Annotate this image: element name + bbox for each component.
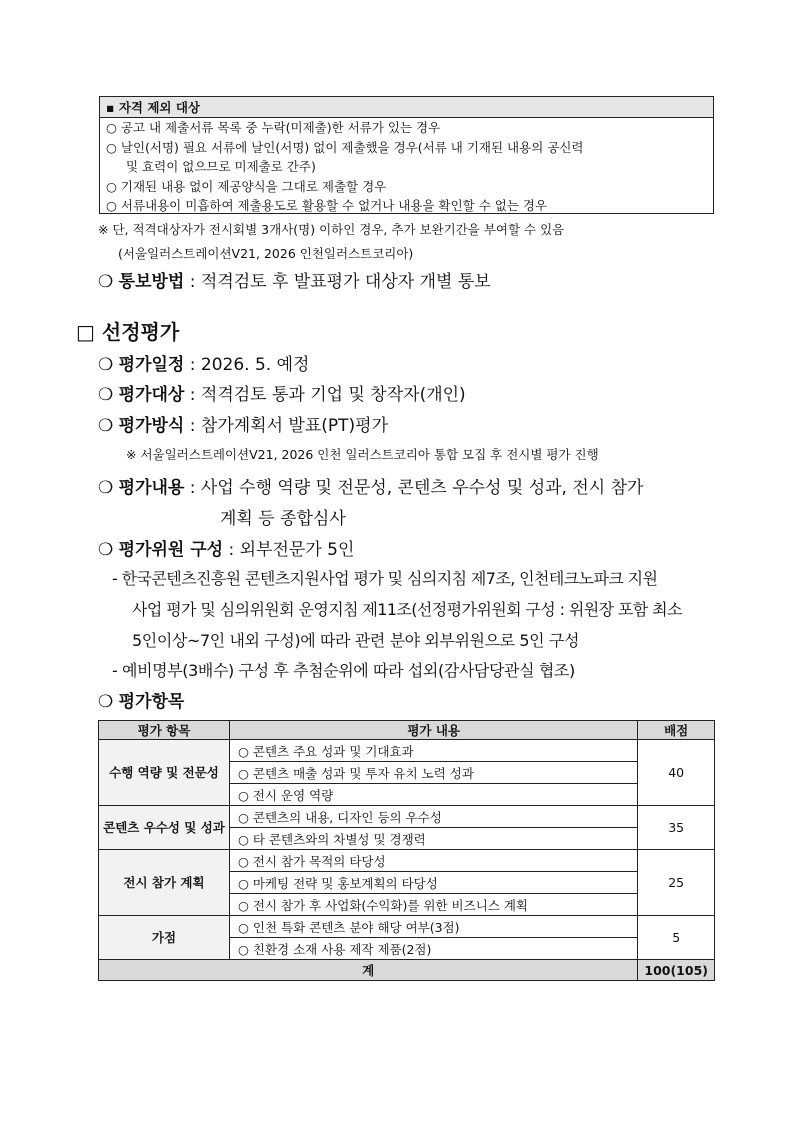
method-value: : 참가계획서 발표(PT)평가 xyxy=(189,416,388,436)
item-cell: ○ 마케팅 전략 및 홍보계획의 타당성 xyxy=(230,872,638,894)
circle-bullet-icon: ❍ xyxy=(98,272,114,292)
score-cell: 25 xyxy=(638,850,715,916)
content-line xyxy=(98,473,643,498)
committee-detail: - 한국콘텐츠진흥원 콘텐츠지원사업 평가 및 심의지침 제7조, 인천테크노파크 지원 xyxy=(112,569,658,588)
exclusion-item: ○ 공고 내 제출서류 목록 중 누락(미제출)한 서류가 있는 경우 xyxy=(106,120,441,135)
content-value: : 사업 수행 역량 및 전문성, 콘텐츠 우수성 및 성과, 전시 참가 xyxy=(189,478,644,498)
supplement-note: ※ 단, 적격대상자가 전시회별 3개사(명) 이하인 경우, 추가 보완기간을 부여할 수 있음 xyxy=(98,222,565,237)
committee-line xyxy=(98,535,354,560)
item-cell: ○ 전시 참가 후 사업화(수익화)를 위한 비즈니스 계획 xyxy=(230,894,638,916)
table-header-row xyxy=(99,721,715,740)
circle-bullet-icon: ❍ xyxy=(98,416,114,436)
committee-detail-continued: 사업 평가 및 심의위원회 운영지침 제11조(선정평가위원회 구성 : 위원장 포함 최소 xyxy=(132,600,682,619)
section-title: 선정평가 xyxy=(101,320,180,344)
category-cell: 수행 역량 및 전문성 xyxy=(99,740,230,806)
schedule-line xyxy=(98,350,309,375)
notice-method-value: : 적격검토 후 발표평가 대상자 개별 통보 xyxy=(189,272,491,292)
items-heading-label: 평가항목 xyxy=(118,692,185,712)
committee-value: : 외부전문가 5인 xyxy=(228,540,355,560)
section-heading xyxy=(76,316,179,345)
target-value: : 적격검토 통과 기업 및 창작자(개인) xyxy=(189,385,466,405)
total-label: 계 xyxy=(99,960,638,981)
square-bullet-icon: □ xyxy=(76,320,95,344)
item-cell: ○ 콘텐츠의 내용, 디자인 등의 우수성 xyxy=(230,806,638,828)
category-cell: 전시 참가 계획 xyxy=(99,850,230,916)
exclusion-box xyxy=(99,96,714,214)
column-header: 평가 내용 xyxy=(230,721,638,740)
evaluation-table xyxy=(98,720,715,981)
item-cell: ○ 전시 운영 역량 xyxy=(230,784,638,806)
category-cell: 가점 xyxy=(99,916,230,960)
reserve-list-detail: - 예비명부(3배수) 구성 후 추첨순위에 따라 섭외(감사담당관실 협조) xyxy=(112,661,575,680)
column-header: 배점 xyxy=(638,721,715,740)
target-label: 평가대상 xyxy=(118,385,185,405)
score-cell: 5 xyxy=(638,916,715,960)
circle-bullet-icon: ❍ xyxy=(98,355,114,375)
supplement-note-events: (서울일러스트레이션V21, 2026 인천일러스트코리아) xyxy=(118,246,414,261)
circle-bullet-icon: ❍ xyxy=(98,692,114,712)
method-label: 평가방식 xyxy=(118,416,185,436)
item-cell: ○ 인천 특화 콘텐츠 분야 해당 여부(3점) xyxy=(230,916,638,938)
item-cell: ○ 콘텐츠 주요 성과 및 기대효과 xyxy=(230,740,638,762)
schedule-label: 평가일정 xyxy=(118,355,185,375)
content-label: 평가내용 xyxy=(118,478,185,498)
items-heading xyxy=(98,687,184,712)
item-cell: ○ 타 콘텐츠와의 차별성 및 경쟁력 xyxy=(230,828,638,850)
total-row xyxy=(99,960,715,981)
table-row xyxy=(99,740,715,762)
committee-detail-continued: 5인이상~7인 내외 구성)에 따라 관련 분야 외부위원으로 5인 구성 xyxy=(132,631,580,650)
item-cell: ○ 전시 참가 목적의 타당성 xyxy=(230,850,638,872)
target-line xyxy=(98,380,466,405)
schedule-value: : 2026. 5. 예정 xyxy=(189,355,310,375)
exclusion-item: ○ 서류내용이 미흡하여 제출용도로 활용할 수 없거나 내용을 확인할 수 없는 경우 xyxy=(106,198,548,213)
exclusion-item: ○ 기재된 내용 없이 제공양식을 그대로 제출할 경우 xyxy=(106,179,387,194)
circle-bullet-icon: ❍ xyxy=(98,478,114,498)
score-cell: 35 xyxy=(638,806,715,850)
method-line xyxy=(98,411,388,436)
exclusion-item-continued: 및 효력이 없으므로 미제출로 간주) xyxy=(126,159,316,174)
committee-label: 평가위원 구성 xyxy=(118,540,224,560)
table-row xyxy=(99,806,715,828)
notice-method-line xyxy=(98,267,491,292)
table-row xyxy=(99,916,715,938)
column-header: 평가 항목 xyxy=(99,721,230,740)
exclusion-item: ○ 날인(서명) 필요 서류에 날인(서명) 없이 제출했을 경우(서류 내 기재된 내용의 공신력 xyxy=(106,140,584,155)
total-score: 100(105) xyxy=(638,960,715,981)
method-note: ※ 서울일러스트레이션V21, 2026 인천 일러스트코리아 통합 모집 후 전시별 평가 진행 xyxy=(126,447,599,462)
content-value-continued: 계획 등 종합심사 xyxy=(220,509,346,529)
category-cell: 콘텐츠 우수성 및 성과 xyxy=(99,806,230,850)
exclusion-title: ▪ 자격 제외 대상 xyxy=(106,100,200,115)
circle-bullet-icon: ❍ xyxy=(98,540,114,560)
item-cell: ○ 콘텐츠 매출 성과 및 투자 유치 노력 성과 xyxy=(230,762,638,784)
score-cell: 40 xyxy=(638,740,715,806)
item-cell: ○ 친환경 소재 사용 제작 제품(2점) xyxy=(230,938,638,960)
table-row xyxy=(99,850,715,872)
circle-bullet-icon: ❍ xyxy=(98,385,114,405)
notice-method-label: 통보방법 xyxy=(118,272,185,292)
